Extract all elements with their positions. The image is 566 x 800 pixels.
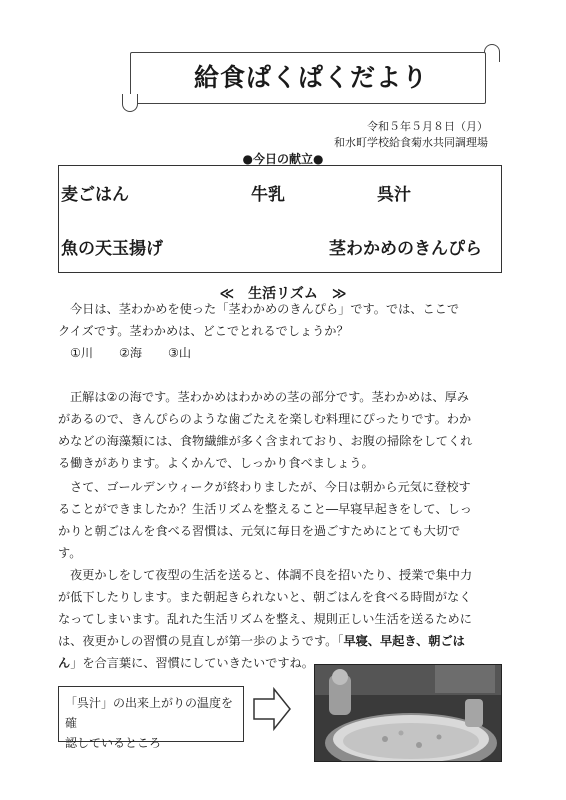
answer-line-2: があるので、きんぴらのような歯ごたえを楽しむ料理にぴったりです。わか bbox=[58, 412, 472, 426]
cooking-pot-image bbox=[315, 665, 502, 762]
nh-slogan-part-2: ん bbox=[58, 656, 71, 670]
section-title: ≪ 生活リズム ≫ bbox=[219, 286, 347, 302]
menu-box bbox=[58, 165, 502, 273]
quiz-choices bbox=[70, 344, 213, 361]
menu-item-fish: 魚の天玉揚げ bbox=[61, 239, 163, 259]
choice-mountain: ③山 bbox=[168, 346, 192, 360]
caption-line-2: 認しているところ bbox=[65, 736, 162, 750]
quiz-paragraph bbox=[58, 298, 506, 342]
nh-line-3: なってしまいます。乱れた生活リズムを整え、規則正しい生活を送るために bbox=[58, 612, 472, 626]
nh-line-4-text: は、夜更かしの習慣の見直しが第一歩のようです。「 bbox=[58, 634, 344, 648]
menu-item-soup: 呉汁 bbox=[377, 185, 411, 205]
answer-line-1: 正解は②の海です。茎わかめはわかめの茎の部分です。茎わかめは、厚み bbox=[70, 390, 469, 404]
quiz-line-1: 今日は、茎わかめを使った「茎わかめのきんぴら」です。では、ここで bbox=[70, 302, 460, 316]
nh-slogan-part-1: 早寝、早起き、朝ごは bbox=[343, 634, 465, 648]
nh-line-5-text: 」を合言葉に、習慣にしていきたいですね。 bbox=[70, 656, 314, 670]
gw-line-4: す。 bbox=[58, 546, 82, 560]
nh-line-4 bbox=[58, 630, 506, 652]
issue-date: 令和５年５月８日（月） bbox=[367, 120, 488, 133]
choice-river: ①川 bbox=[70, 346, 94, 360]
organization-name: 和水町学校給食菊水共同調理場 bbox=[334, 136, 488, 149]
newsletter-title: 給食ぱくぱくだより bbox=[193, 63, 428, 92]
night-habit-paragraph bbox=[58, 564, 506, 674]
answer-line-4: る働きがあります。よくかんで、しっかり食べましょう。 bbox=[58, 456, 374, 470]
answer-line-3: めなどの海藻類には、食物繊維が多く含まれており、お腹の掃除をしてくれ bbox=[58, 434, 473, 448]
golden-week-paragraph bbox=[58, 476, 506, 564]
menu-item-milk: 牛乳 bbox=[251, 185, 285, 205]
arrow-right-icon bbox=[252, 686, 292, 732]
nh-line-1: 夜更かしをして夜型の生活を送ると、体調不良を招いたり、授業で集中力 bbox=[70, 568, 473, 582]
gw-line-1: さて、ゴールデンウィークが終わりましたが、今日は朝から元気に登校す bbox=[70, 480, 471, 494]
title-banner bbox=[122, 44, 500, 116]
photo-caption bbox=[58, 686, 244, 750]
nh-line-2: が低下したりします。また朝起きられないと、朝ごはんを食べる時間がなく bbox=[58, 590, 472, 604]
quiz-line-2: クイズです。茎わかめは、どこでとれるでしょうか？ bbox=[58, 324, 349, 338]
gw-line-3: かりと朝ごはんを食べる習慣は、元気に毎日を過ごすためにとても大切で bbox=[58, 524, 461, 538]
menu-item-rice: 麦ごはん bbox=[61, 185, 129, 205]
caption-line-1: 「呉汁」の出来上がりの温度を確 bbox=[65, 696, 234, 730]
kitchen-photo bbox=[314, 664, 502, 762]
banner-curl-left bbox=[122, 94, 138, 112]
menu-heading: ●今日の献立● bbox=[242, 152, 324, 166]
gw-line-2: ることができましたか？生活リズムを整えること―早寝早起きをして、しっ bbox=[58, 502, 472, 516]
choice-sea: ②海 bbox=[119, 346, 143, 360]
menu-item-kinpira: 茎わかめのきんぴら bbox=[329, 239, 482, 259]
answer-paragraph bbox=[58, 386, 506, 474]
